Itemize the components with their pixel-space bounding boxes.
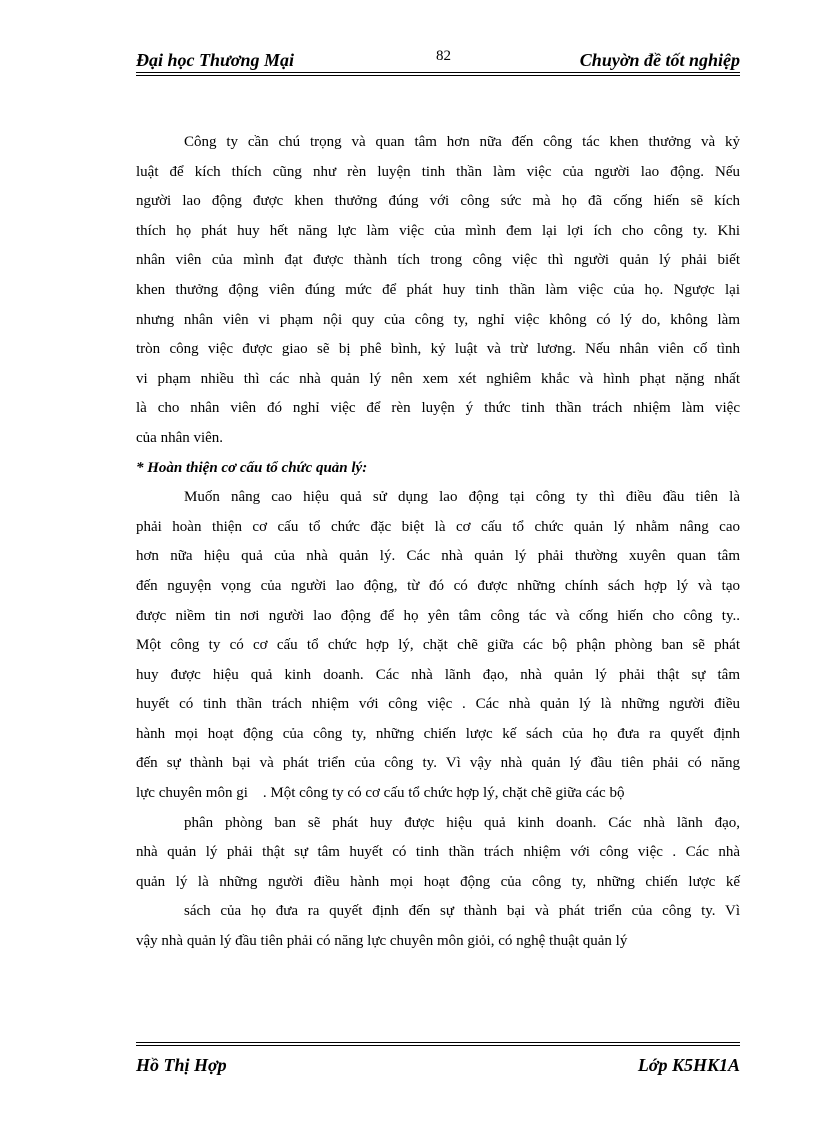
body-line: Một công ty có cơ cấu tổ chức hợp lý, chặt chẽ giữa các bộ phận phòng ban sẽ phát	[136, 637, 740, 654]
body-line: là cho nhân viên đó nghỉ việc để rèn luyện ý thức tinh thần trách nhiệm làm việc	[136, 400, 740, 417]
footer-rule-top	[136, 1042, 740, 1043]
header-university: Đại học Thương Mại	[136, 50, 294, 70]
header-document-title: Chuyờn đề tốt nghiệp	[579, 50, 740, 70]
body-line: người lao động được khen thưởng đúng với công sức mà họ đã cống hiến sẽ kích	[136, 193, 740, 210]
section-heading: * Hoàn thiện cơ cấu tổ chức quản lý:	[136, 459, 368, 476]
body-line: nhân viên của mình đạt được thành tích trong công việc thì người quản lý phải biết	[136, 252, 740, 269]
body-line: huy được hiệu quả kinh doanh. Các nhà lãnh đạo, nhà quản lý phải thật sự tâm	[136, 666, 740, 683]
page-body	[136, 128, 740, 957]
body-line: hơn nữa hiệu quả của nhà quản lý. Các nhà quản lý phải thường xuyên quan tâm	[136, 548, 740, 565]
body-line: được niềm tin nơi người lao động để họ yên tâm công tác và cống hiến cho công ty..	[136, 607, 740, 624]
header-rule-bottom	[136, 75, 740, 76]
body-line: hành mọi hoạt động của công ty, những chiến lược kế sách của họ đưa ra quyết định	[136, 725, 740, 742]
body-line: nhưng nhân viên vi phạm nội quy của công ty, nghỉ việc không có lý do, không làm	[136, 311, 740, 328]
body-line: phải hoàn thiện cơ cấu tổ chức đặc biệt là cơ cấu tổ chức quản lý nhằm nâng cao	[136, 518, 740, 535]
body-line: vi phạm nhiều thì các nhà quản lý nên xem xét nghiêm khắc và hình phạt nặng nhất	[136, 370, 740, 387]
body-line: vậy nhà quản lý đầu tiên phải có năng lực chuyên môn giỏi, có nghệ thuật quản lý	[136, 933, 628, 950]
footer-rule-bottom	[136, 1045, 740, 1046]
body-line: sách của họ đưa ra quyết định đến sự thành bại và phát triển của công ty. Vì	[184, 903, 740, 920]
body-line: nhà quản lý phải thật sự tâm huyết có tinh thần trách nhiệm với công việc . Các nhà	[136, 844, 740, 861]
body-line: đến sự thành bại và phát triển của công ty. Vì vậy nhà quản lý đầu tiên phải có năng	[136, 755, 740, 772]
body-line: đến nguyện vọng của người lao động, từ đó có được những chính sách hợp lý và tạo	[136, 577, 740, 594]
body-line: tròn công việc được giao sẽ bị phê bình, kỷ luật và trừ lương. Nếu nhân viên cố tình	[136, 341, 740, 358]
page-footer	[136, 1055, 740, 1079]
page-header	[136, 48, 740, 72]
body-line: quản lý là những người điều hành mọi hoạt động của công ty, những chiến lược kế	[136, 873, 740, 890]
body-line: phân phòng ban sẽ phát huy được hiệu quả kinh doanh. Các nhà lãnh đạo,	[184, 814, 740, 831]
body-line: khen thưởng động viên đúng mức để phát huy tinh thần làm việc của họ. Ngược lại	[136, 281, 740, 298]
body-line: Muốn nâng cao hiệu quả sử dụng lao động tại công ty thì điều đầu tiên là	[184, 489, 740, 506]
body-line: huyết có tinh thần trách nhiệm với công việc . Các nhà quản lý là những người điều	[136, 696, 740, 713]
body-line: Công ty cần chú trọng và quan tâm hơn nữa đến công tác khen thưởng và kỷ	[184, 134, 740, 150]
body-line: thích họ phát huy hết năng lực làm việc của mình đem lại lợi ích cho công ty. Khi	[136, 222, 740, 239]
header-rule-top	[136, 72, 740, 73]
footer-author: Hồ Thị Hợp	[136, 1055, 227, 1075]
body-line: lực chuyên môn gi . Một công ty có cơ cấu tổ chức hợp lý, chặt chẽ giữa các bộ	[136, 785, 625, 802]
footer-class: Lớp K5HK1A	[637, 1055, 740, 1075]
page-number: 82	[436, 48, 451, 64]
body-line: luật để kích thích cũng như rèn luyện tinh thần làm việc của người lao động. Nếu	[136, 163, 740, 180]
body-line: của nhân viên.	[136, 429, 224, 446]
